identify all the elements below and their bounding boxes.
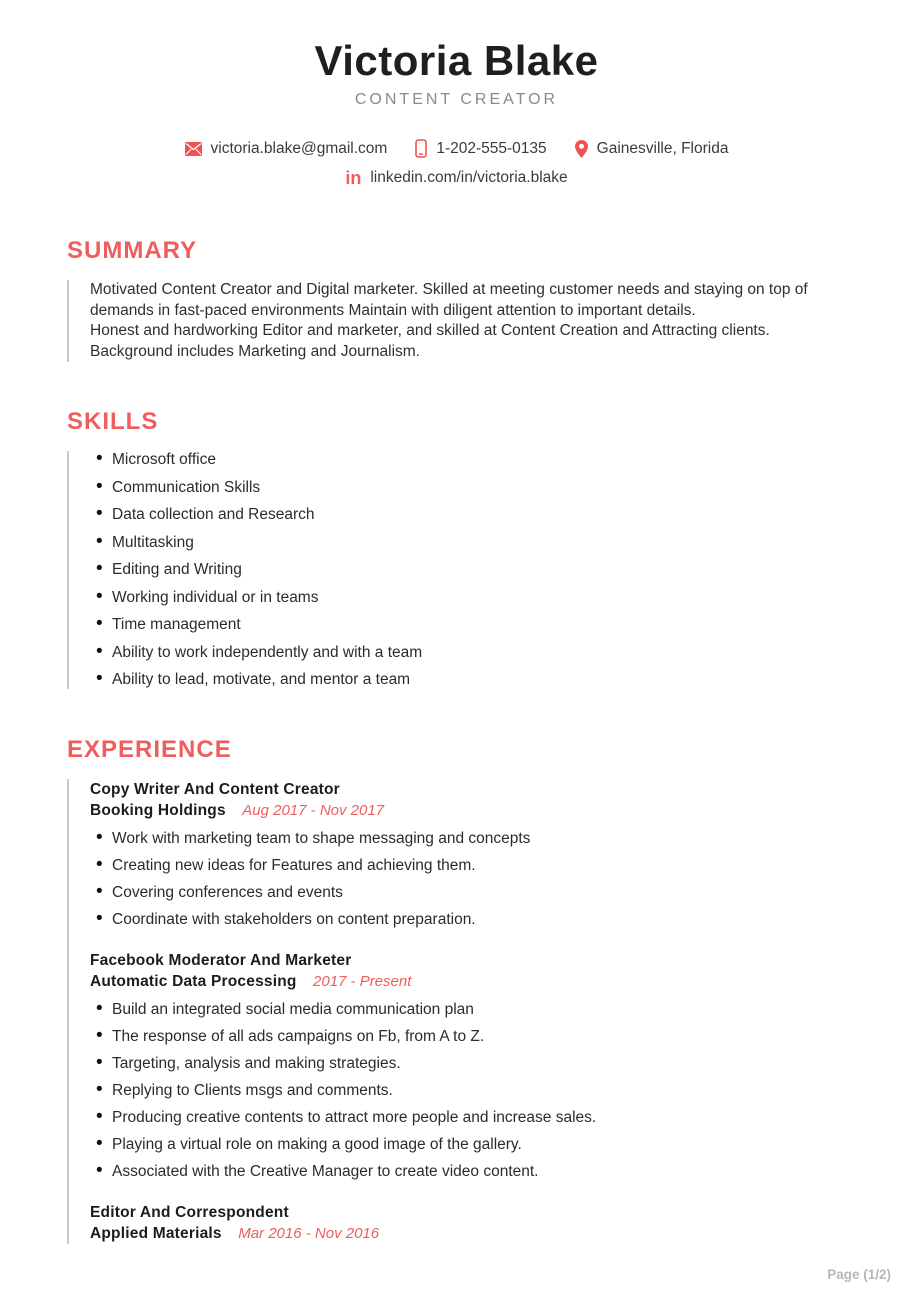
- summary-paragraph: Honest and hardworking Editor and marketer, and skilled at Content Creation and Attracting clients. Background includes Marketing and Journalism.: [90, 322, 770, 360]
- job-dates: 2017 - Present: [313, 973, 412, 991]
- contact-phone: [415, 139, 546, 158]
- phone-icon: [415, 139, 427, 158]
- experience-entry: [90, 950, 855, 1181]
- person-job-title: CONTENT CREATOR: [354, 91, 559, 109]
- summary-heading: SUMMARY: [67, 237, 198, 265]
- experience-body: [67, 779, 855, 1244]
- page-number-label: Page (1/2): [827, 1267, 891, 1282]
- email-icon: [185, 142, 202, 156]
- contact-phone-value: 1-202-555-0135: [436, 139, 547, 157]
- job-title: Copy Writer And Content Creator: [90, 781, 340, 799]
- skill-item: • Editing and Writing: [90, 561, 855, 579]
- job-bullet: • The response of all ads campaigns on Fb, from A to Z.: [90, 1028, 855, 1046]
- job-bullet: • Covering conferences and events: [90, 884, 855, 902]
- section-summary: [67, 237, 855, 362]
- contact-location: [575, 140, 729, 158]
- job-bullet: • Producing creative contents to attract more people and increase sales.: [90, 1109, 855, 1127]
- job-bullet: • Work with marketing team to shape messaging and concepts: [90, 830, 855, 848]
- job-dates: Aug 2017 - Nov 2017: [242, 802, 385, 820]
- job-title: Facebook Moderator And Marketer: [90, 952, 352, 970]
- job-bullet-list: [90, 1001, 855, 1181]
- skill-item: • Ability to lead, motivate, and mentor a team: [90, 671, 855, 689]
- skills-body: [67, 451, 855, 689]
- summary-paragraph: Motivated Content Creator and Digital marketer. Skilled at meeting customer needs and staying on top of demands in fast-paced environments Maintain with diligent attention to important details.: [90, 281, 808, 319]
- job-bullet: • Playing a virtual role on making a good image of the gallery.: [90, 1136, 855, 1154]
- linkedin-icon: in: [345, 168, 362, 189]
- job-bullet: • Build an integrated social media communication plan: [90, 1001, 855, 1019]
- skill-item: • Communication Skills: [90, 479, 855, 497]
- skill-item: • Working individual or in teams: [90, 589, 855, 607]
- skill-item: • Data collection and Research: [90, 506, 855, 524]
- job-company: Automatic Data Processing: [90, 973, 297, 991]
- job-meta: [90, 1223, 855, 1244]
- contact-location-value: Gainesville, Florida: [596, 139, 729, 157]
- job-meta: [90, 971, 855, 992]
- job-bullet: • Associated with the Creative Manager to create video content.: [90, 1163, 855, 1181]
- contact-linkedin-value: linkedin.com/in/victoria.blake: [370, 169, 568, 187]
- job-dates: Mar 2016 - Nov 2016: [238, 1225, 380, 1243]
- contact-row-primary: [0, 139, 913, 158]
- person-name: Victoria Blake: [314, 37, 599, 84]
- section-skills: [67, 408, 855, 689]
- job-company: Applied Materials: [90, 1225, 222, 1243]
- job-bullet: • Replying to Clients msgs and comments.: [90, 1082, 855, 1100]
- skill-item: • Time management: [90, 616, 855, 634]
- job-bullet: • Targeting, analysis and making strategies.: [90, 1055, 855, 1073]
- job-title: Editor And Correspondent: [90, 1204, 289, 1222]
- skill-item: • Multitasking: [90, 534, 855, 552]
- skill-item: • Ability to work independently and with a team: [90, 644, 855, 662]
- contact-row-secondary: [0, 169, 913, 187]
- resume-header: [0, 0, 913, 187]
- job-meta: [90, 800, 855, 821]
- skill-item: • Microsoft office: [90, 451, 855, 469]
- job-company: Booking Holdings: [90, 802, 226, 820]
- section-experience: [67, 736, 855, 1244]
- summary-body: [67, 280, 855, 362]
- job-bullet-list: [90, 830, 855, 929]
- skills-heading: SKILLS: [67, 408, 159, 436]
- job-bullet: • Coordinate with stakeholders on content preparation.: [90, 911, 855, 929]
- skills-list: [90, 451, 855, 689]
- experience-entry: [90, 779, 855, 929]
- location-pin-icon: [575, 140, 588, 158]
- experience-heading: EXPERIENCE: [67, 736, 232, 764]
- contact-email: [185, 140, 388, 158]
- job-bullet: • Creating new ideas for Features and achieving them.: [90, 857, 855, 875]
- contact-linkedin: [345, 169, 567, 187]
- experience-entry: [90, 1202, 855, 1244]
- contact-email-value: victoria.blake@gmail.com: [210, 139, 388, 157]
